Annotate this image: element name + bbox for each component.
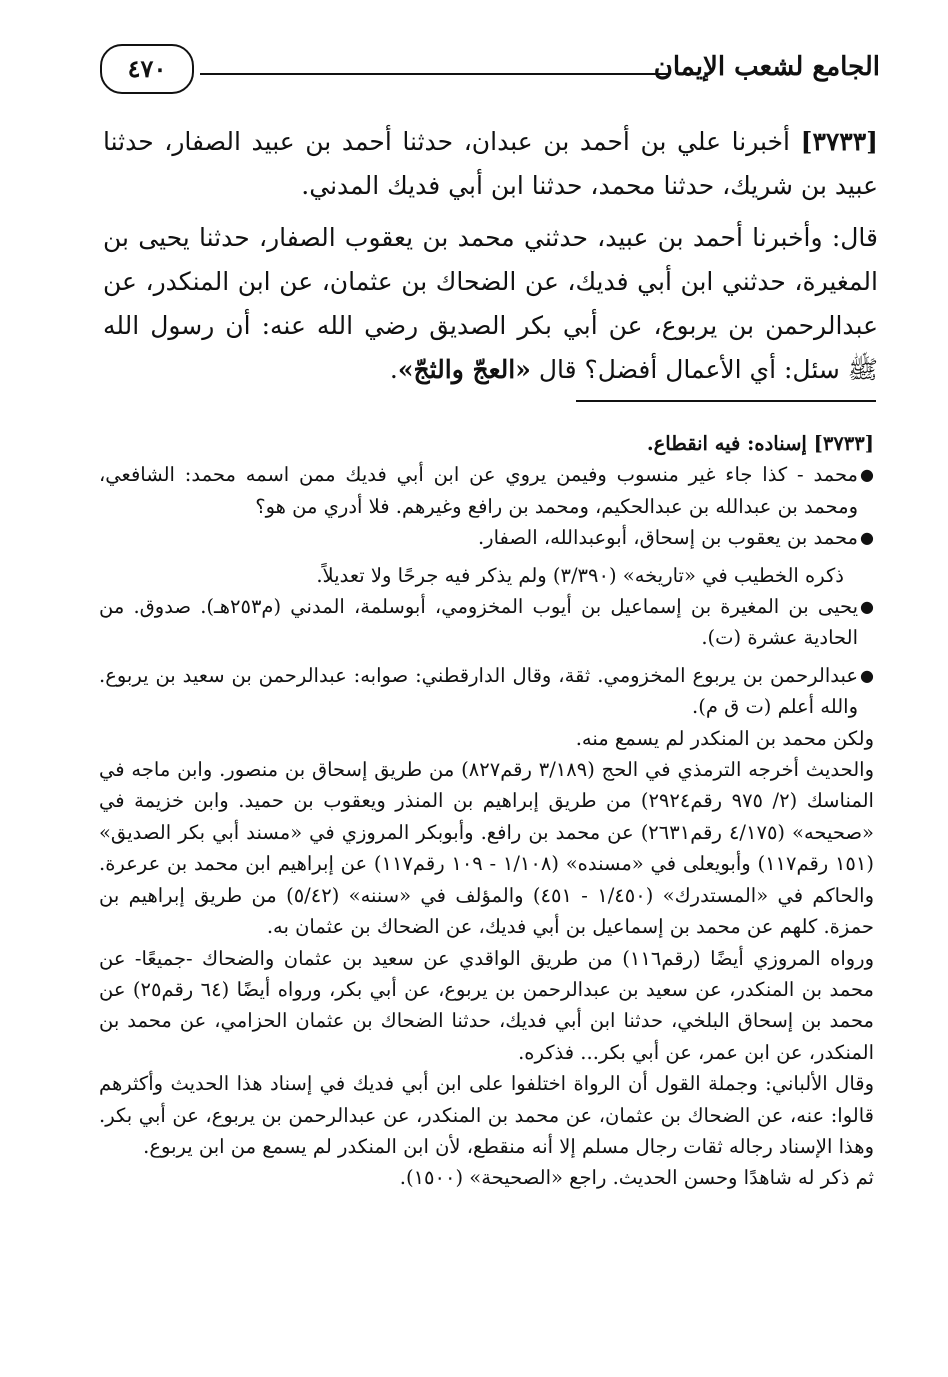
bullet-icon: ● <box>860 465 874 485</box>
page-number: ٤٧٠ <box>100 44 194 94</box>
footnote-narrator-2-text: محمد بن يعقوب بن إسحاق، أبوعبدالله، الصفار. <box>477 526 858 550</box>
footnote-narrator-2 <box>99 522 874 553</box>
hadith-paragraph-1 <box>103 120 878 208</box>
footnote-narrator-1-text: محمد - كذا جاء غير منسوب وفيمن يروي عن ابن أبي فديك ممن اسمه محمد: الشافعي، ومحمد بن عبدالله بن عبدالحكيم، ومحمد بن رافع وغيرهم. فلا أدري من هو؟ <box>99 463 858 518</box>
footnote-paragraph-2: والحديث أخرجه الترمذي في الحج (٣/١٨٩ رقم٨٢٧) من طريق إسحاق بن منصور. وابن ماجه في المناسك (٢/ ٩٧٥ رقم٢٩٢٤) من طريق إبراهيم بن المنذر ويعقوب بن حميد. وابن خزيمة في «صحيحه» (٤/١٧٥ رقم٢٦٣١) عن محمد بن رافع. وأبوبكر المروزي في «مسند أبي بكر الصديق» (١٥١ رقم١١٧) وأبويعلى في «مسنده» (١/١٠٨ - ١٠٩ رقم١١٧) عن إبراهيم ابن محمد بن عرعرة. والحاكم في «المستدرك» (١/٤٥٠ - ٤٥١) والمؤلف في «سننه» (٥/٤٢) من طريق إبراهيم بن حمزة. كلهم عن محمد بن إسماعيل بن أبي فديك، عن الضحاك بن عثمان به. <box>99 758 874 939</box>
footnote-paragraph-5: ثم ذكر له شاهدًا وحسن الحديث. راجع «الصحيحة» (١٥٠٠). <box>399 1166 874 1190</box>
hadith-paragraph-2 <box>103 216 878 392</box>
bullet-icon: ● <box>860 528 874 548</box>
hadith-number: [٣٧٣٣] <box>800 127 878 156</box>
header-rule <box>200 73 670 75</box>
footnote-narrator-3-text: يحيى بن المغيرة بن إسماعيل بن أيوب المخزومي، أبوسلمة، المدني (م٢٥٣هـ). صدوق. من الحادية عشرة (ت). <box>99 595 858 650</box>
main-text <box>103 120 878 400</box>
footnotes <box>99 428 874 1194</box>
footnote-narrator-4-text: عبدالرحمن بن يربوع المخزومي. ثقة، وقال الدارقطني: صوابه: عبدالرحمن بن سعيد بن يربوع. والله أعلم (ت ق م). <box>99 663 858 719</box>
footnote-heading: [٣٧٣٣] إسناده: فيه انقطاع. <box>646 432 874 455</box>
page-header <box>100 42 880 102</box>
bullet-icon: ● <box>860 597 874 617</box>
footnote-narrator-2-detail: ذكره الخطيب في «تاريخه» (٣/٣٩٠) ولم يذكر فيه جرحًا ولا تعديلاً. <box>316 563 844 587</box>
footnote-paragraph-1: ولكن محمد بن المنكدر لم يسمع منه. <box>575 726 874 750</box>
hadith-chain-2: قال: وأخبرنا أحمد بن عبيد، حدثني محمد بن يعقوب الصفار، حدثنا يحيى بن المغيرة، حدثني ابن أبي فديك، عن الضحاك بن عثمان، عن ابن المنكدر، عن عبدالرحمن بن يربوع، عن أبي بكر الصديق رضي الله عنه: أن رسول الله ﷺ سئل: أي الأعمال أفضل؟ قال <box>103 223 878 384</box>
book-title: الجامع لشعب الإيمان <box>653 52 880 82</box>
hadith-end: . <box>389 355 398 384</box>
footnote-divider <box>576 400 876 402</box>
footnote-paragraph-3: ورواه المروزي أيضًا (رقم١١٦) من طريق الواقدي عن سعيد بن عثمان والضحاك -جميعًا- عن محمد بن المنكدر، عن سعيد بن عبدالرحمن بن يربوع، عن أبي بكر، ورواه أيضًا (٦٤ رقم٢٥) عن محمد بن إسحاق البلخي، حدثنا ابن أبي فديك، حدثنا الضحاك بن عثمان الحزامي، عن محمد بن المنكدر، عن ابن عمر، عن أبي بكر... فذكره. <box>99 946 874 1064</box>
footnote-paragraph-4: وقال الألباني: وجملة القول أن الرواة اختلفوا على ابن أبي فديك في إسناد هذا الحديث وأكثرهم قالوا: عنه، عن الضحاك بن عثمان، عن محمد بن المنكدر، عن عبدالرحمن بن يربوع، عن أبي بكر. وهذا الإسناد رجاله ثقات رجال مسلم إلا أنه منقطع، لأن ابن المنكدر لم يسمع من ابن يربوع. <box>99 1072 874 1158</box>
bullet-icon: ● <box>860 665 874 685</box>
footnote-narrator-4 <box>99 660 874 723</box>
footnote-narrator-3 <box>99 591 874 654</box>
footnote-narrator-1 <box>99 459 874 522</box>
hadith-chain-1: أخبرنا علي بن أحمد بن عبدان، حدثنا أحمد بن عبيد الصفار، حدثنا عبيد بن شريك، حدثنا محمد، حدثنا ابن أبي فديك المدني. <box>103 127 878 200</box>
hadith-quote: «العجّ والثجّ» <box>397 355 531 384</box>
